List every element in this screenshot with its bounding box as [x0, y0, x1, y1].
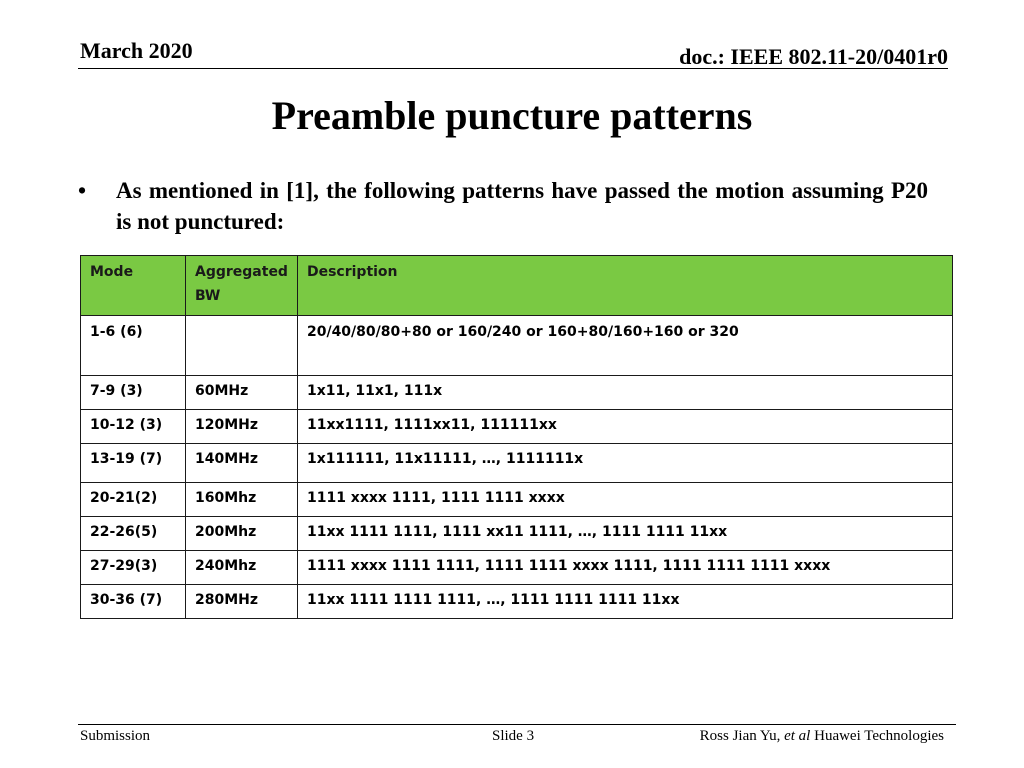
cell-bw: 160Mhz: [186, 483, 298, 517]
cell-bw: 140MHz: [186, 444, 298, 483]
table-row: [81, 551, 953, 585]
cell-description: 11xx1111, 1111xx11, 111111xx: [297, 410, 952, 444]
footer-author: [700, 728, 944, 745]
table-row: [81, 376, 953, 410]
bullet-marker: •: [78, 178, 87, 203]
slide-title: Preamble puncture patterns: [271, 93, 753, 138]
header-divider: [78, 68, 948, 69]
header-description: Description: [297, 256, 952, 316]
footer-author-name: Ross Jian Yu,: [699, 728, 781, 744]
cell-mode: 27-29(3): [81, 551, 186, 585]
cell-mode: 22-26(5): [81, 517, 186, 551]
cell-bw: 120MHz: [186, 410, 298, 444]
table-row: [81, 585, 953, 619]
table-row: [81, 316, 953, 376]
cell-description: 1x11, 11x1, 111x: [297, 376, 952, 410]
header-date: March 2020: [80, 38, 193, 63]
footer-et-al: et al: [784, 728, 811, 744]
table-row: [81, 444, 953, 483]
footer-submission: Submission: [80, 728, 151, 744]
cell-description: 20/40/80/80+80 or 160/240 or 160+80/160+160 or 320: [297, 316, 952, 376]
bullet-item: [78, 175, 928, 237]
cell-description: 1111 xxxx 1111 1111, 1111 1111 xxxx 1111, 1111 1111 1111 xxxx: [297, 551, 952, 585]
cell-bw: [186, 316, 298, 376]
header-mode: Mode: [81, 256, 186, 316]
cell-mode: 20-21(2): [81, 483, 186, 517]
cell-bw: 200Mhz: [186, 517, 298, 551]
cell-bw: 280MHz: [186, 585, 298, 619]
cell-mode: 1-6 (6): [81, 316, 186, 376]
cell-bw: 60MHz: [186, 376, 298, 410]
cell-mode: 10-12 (3): [81, 410, 186, 444]
footer-organization: Huawei Technologies: [814, 728, 944, 744]
cell-mode: 30-36 (7): [81, 585, 186, 619]
bullet-text: As mentioned in [1], the following patterns have passed the motion assuming P20 is not punctured:: [116, 178, 928, 234]
cell-mode: 7-9 (3): [81, 376, 186, 410]
table-row: [81, 410, 953, 444]
cell-mode: 13-19 (7): [81, 444, 186, 483]
cell-description: 1111 xxxx 1111, 1111 1111 xxxx: [297, 483, 952, 517]
header-aggregated-bw: Aggregated BW: [186, 256, 298, 316]
footer-slide-number: Slide 3: [492, 728, 535, 744]
puncture-patterns-table: [80, 255, 953, 619]
cell-description: 11xx 1111 1111, 1111 xx11 1111, …, 1111 1111 11xx: [297, 517, 952, 551]
cell-description: 1x111111, 11x11111, …, 1111111x: [297, 444, 952, 483]
table-row: [81, 483, 953, 517]
table-row: [81, 517, 953, 551]
cell-description: 11xx 1111 1111 1111, …, 1111 1111 1111 11xx: [297, 585, 952, 619]
header-doc-id: doc.: IEEE 802.11-20/0401r0: [679, 44, 948, 69]
table-header-row: [81, 256, 953, 316]
footer-divider: [78, 724, 956, 725]
cell-bw: 240Mhz: [186, 551, 298, 585]
